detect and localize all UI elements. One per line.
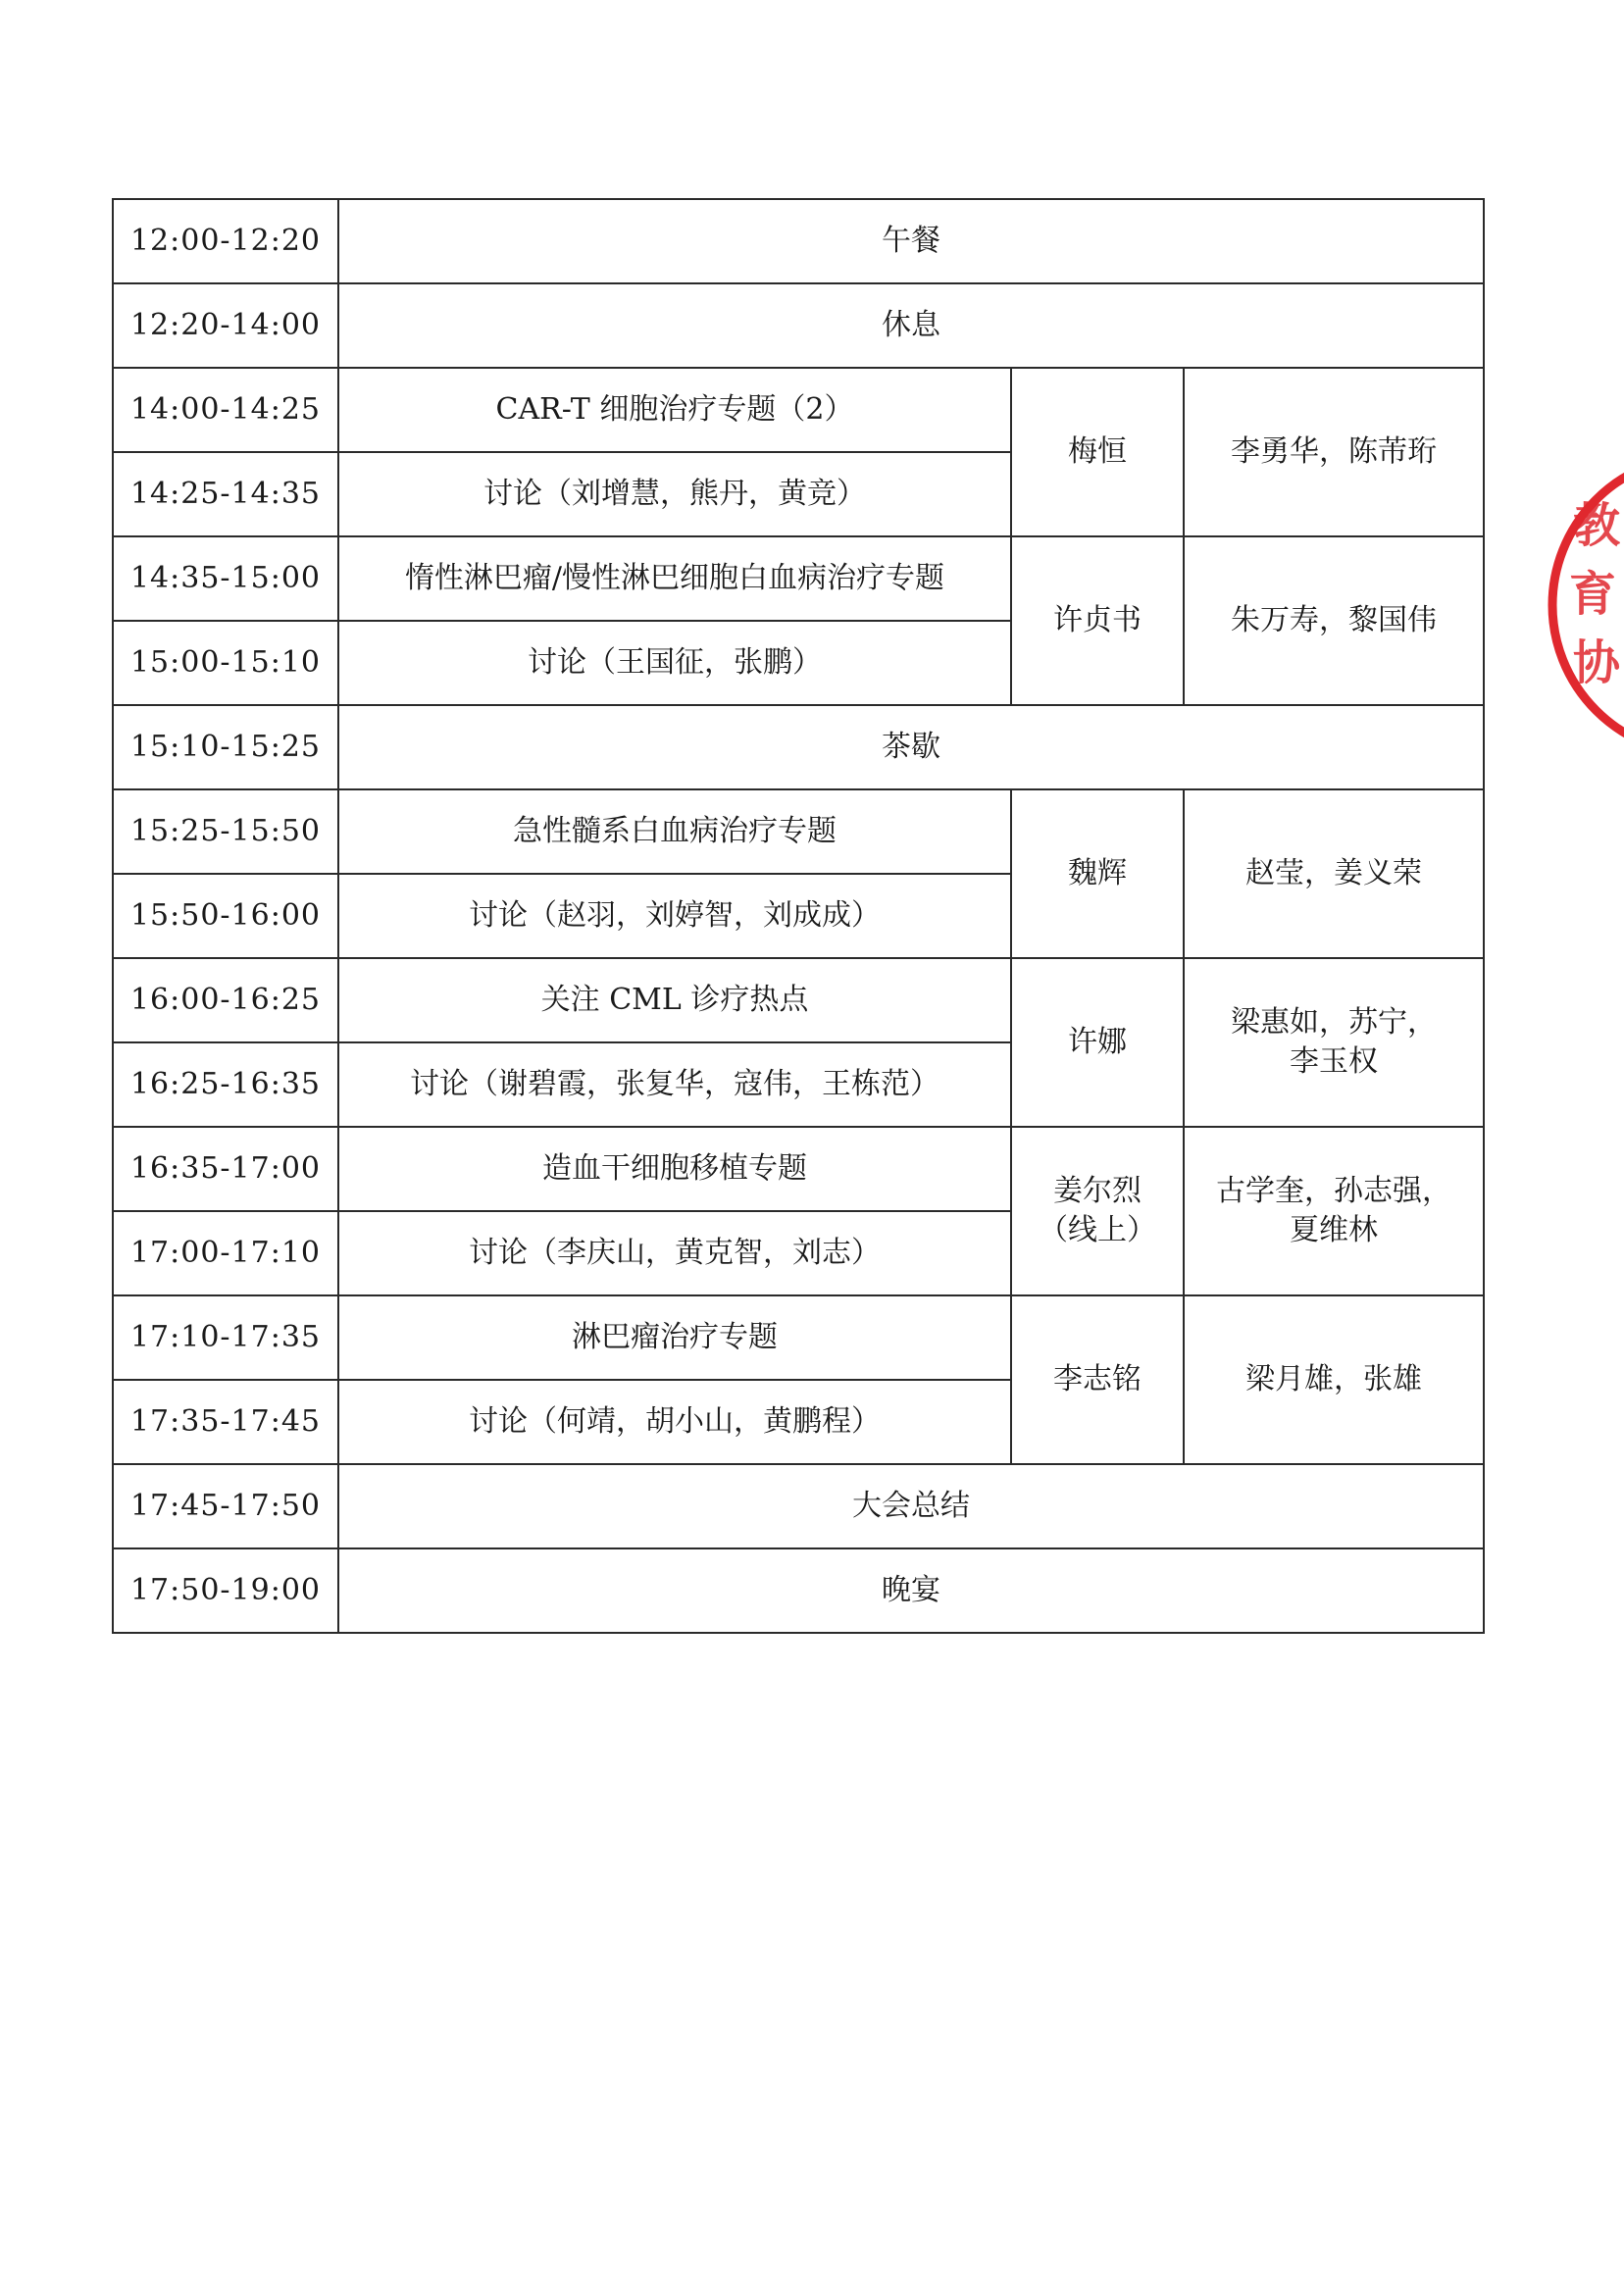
topic-cell: 淋巴瘤治疗专题 xyxy=(338,1295,1011,1380)
time-cell: 14:00-14:25 xyxy=(113,368,338,452)
topic-cell: CAR-T 细胞治疗专题（2） xyxy=(338,368,1011,452)
session-cell: 茶歇 xyxy=(338,705,1484,789)
session-cell: 晚宴 xyxy=(338,1548,1484,1633)
session-cell: 休息 xyxy=(338,283,1484,368)
table-row xyxy=(113,283,1484,368)
discussants-cell: 梁月雄，张雄 xyxy=(1184,1295,1484,1464)
seal-stamp xyxy=(1540,443,1624,767)
discussants-line: 古学奎，孙志强， xyxy=(1216,1173,1452,1208)
schedule-table xyxy=(112,198,1485,1634)
table-row xyxy=(113,1464,1484,1548)
topic-cell: 关注 CML 诊疗热点 xyxy=(338,958,1011,1042)
discussants-line: 李玉权 xyxy=(1290,1044,1379,1079)
table-row xyxy=(113,1127,1484,1211)
chair-cell xyxy=(1011,1127,1184,1295)
table-row xyxy=(113,789,1484,874)
chair-cell: 魏辉 xyxy=(1011,789,1184,958)
time-cell: 17:10-17:35 xyxy=(113,1295,338,1380)
table-row xyxy=(113,199,1484,283)
chair-line: 姜尔烈 xyxy=(1053,1173,1142,1208)
discussants-cell: 赵莹，姜义荣 xyxy=(1184,789,1484,958)
time-cell: 15:10-15:25 xyxy=(113,705,338,789)
table-row xyxy=(113,705,1484,789)
svg-text:教 育 协: 教 育 协 xyxy=(1569,498,1621,690)
time-cell: 14:25-14:35 xyxy=(113,452,338,536)
chair-cell: 梅恒 xyxy=(1011,368,1184,536)
discussants-cell xyxy=(1184,958,1484,1127)
time-cell: 16:35-17:00 xyxy=(113,1127,338,1211)
discussion-cell: 讨论（王国征，张鹏） xyxy=(338,621,1011,705)
discussion-cell: 讨论（赵羽，刘婷智，刘成成） xyxy=(338,874,1011,958)
time-cell: 12:20-14:00 xyxy=(113,283,338,368)
chair-cell: 许娜 xyxy=(1011,958,1184,1127)
time-cell: 12:00-12:20 xyxy=(113,199,338,283)
time-cell: 14:35-15:00 xyxy=(113,536,338,621)
chair-line: （线上） xyxy=(1039,1213,1156,1247)
time-cell: 17:00-17:10 xyxy=(113,1211,338,1295)
discussants-line: 夏维林 xyxy=(1290,1213,1379,1247)
discussion-cell: 讨论（谢碧霞，张复华，寇伟，王栋范） xyxy=(338,1042,1011,1127)
time-cell: 15:50-16:00 xyxy=(113,874,338,958)
table-row xyxy=(113,958,1484,1042)
topic-cell: 急性髓系白血病治疗专题 xyxy=(338,789,1011,874)
session-cell: 大会总结 xyxy=(338,1464,1484,1548)
time-cell: 16:00-16:25 xyxy=(113,958,338,1042)
discussants-cell: 朱万寿，黎国伟 xyxy=(1184,536,1484,705)
chair-cell: 李志铭 xyxy=(1011,1295,1184,1464)
table-row xyxy=(113,536,1484,621)
time-cell: 16:25-16:35 xyxy=(113,1042,338,1127)
time-cell: 15:00-15:10 xyxy=(113,621,338,705)
discussion-cell: 讨论（何靖，胡小山，黄鹏程） xyxy=(338,1380,1011,1464)
time-cell: 17:50-19:00 xyxy=(113,1548,338,1633)
discussants-line: 梁惠如，苏宁， xyxy=(1231,1004,1438,1040)
table-row xyxy=(113,1548,1484,1633)
topic-cell: 惰性淋巴瘤/慢性淋巴细胞白血病治疗专题 xyxy=(338,536,1011,621)
table-row xyxy=(113,1295,1484,1380)
session-cell: 午餐 xyxy=(338,199,1484,283)
discussion-cell: 讨论（李庆山，黄克智，刘志） xyxy=(338,1211,1011,1295)
table-row xyxy=(113,368,1484,452)
time-cell: 15:25-15:50 xyxy=(113,789,338,874)
discussants-cell xyxy=(1184,1127,1484,1295)
time-cell: 17:35-17:45 xyxy=(113,1380,338,1464)
discussion-cell: 讨论（刘增慧，熊丹，黄竞） xyxy=(338,452,1011,536)
topic-cell: 造血干细胞移植专题 xyxy=(338,1127,1011,1211)
discussants-cell: 李勇华，陈芾珩 xyxy=(1184,368,1484,536)
chair-cell: 许贞书 xyxy=(1011,536,1184,705)
time-cell: 17:45-17:50 xyxy=(113,1464,338,1548)
